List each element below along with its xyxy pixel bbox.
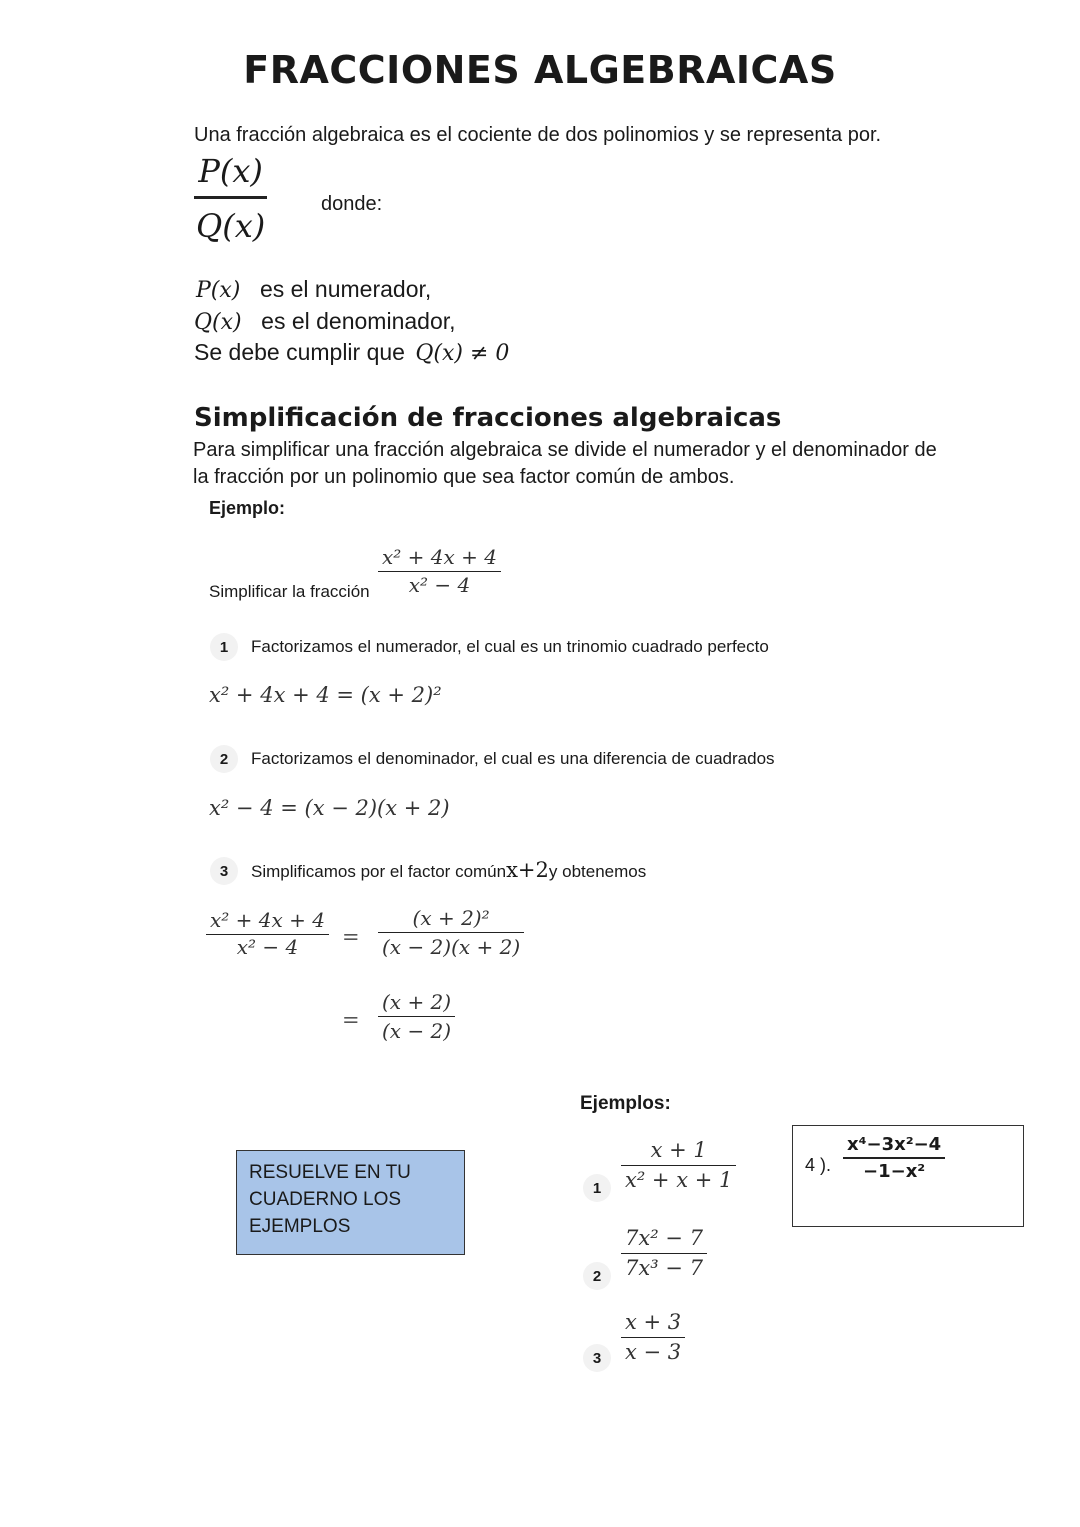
step-3-factor: x+2 xyxy=(506,858,549,882)
description-line-1: Para simplificar una fracción algebraica se divide el numerador y el denominador de xyxy=(193,439,937,461)
result-mid-numerator: (x + 2)² xyxy=(412,906,490,930)
exercises-label: Ejemplos: xyxy=(580,1093,671,1114)
exercise-2-fraction xyxy=(621,1226,707,1280)
instruction-line-2: CUADERNO LOS xyxy=(249,1189,402,1210)
exercise-2-badge: 2 xyxy=(583,1262,611,1290)
task-denominator: x² − 4 xyxy=(408,573,471,597)
step-1-result: x² + 4x + 4 = (x + 2)² xyxy=(209,683,442,707)
step-3-text xyxy=(251,858,646,882)
condition-math: Q(x) ≠ 0 xyxy=(415,341,510,366)
exercise-3-numerator: x + 3 xyxy=(625,1310,682,1334)
p-definition xyxy=(196,276,431,303)
q-text: es el denominador, xyxy=(261,308,456,334)
step-2-badge: 2 xyxy=(210,745,238,773)
task-fraction xyxy=(378,545,501,597)
result-final-denominator: (x − 2) xyxy=(382,1019,452,1043)
result-lhs-fraction xyxy=(206,908,329,959)
step-2-result: x² − 4 = (x − 2)(x + 2) xyxy=(209,796,450,820)
exercise-4-label: 4 ). xyxy=(805,1155,832,1175)
definition-text: Una fracción algebraica es el cociente de dos polinomios y se representa por. xyxy=(194,124,882,146)
equals-sign-1: = xyxy=(342,925,360,949)
description-line-2: la fracción por un polinomio que sea factor común de ambos. xyxy=(193,466,735,488)
result-mid-fraction xyxy=(378,906,524,959)
step-1-text: Factorizamos el numerador, el cual es un trinomio cuadrado perfecto xyxy=(251,637,769,656)
p-text: es el numerador, xyxy=(259,276,432,302)
step-2-text: Factorizamos el denominador, el cual es una diferencia de cuadrados xyxy=(251,749,775,768)
general-fraction xyxy=(194,152,267,245)
exercise-3-denominator: x − 3 xyxy=(625,1340,682,1364)
exercise-4-numerator: x⁴−3x²−4 xyxy=(847,1134,942,1155)
general-fraction-numerator: P(x) xyxy=(198,152,263,190)
q-symbol: Q(x) xyxy=(194,310,242,335)
condition xyxy=(194,339,509,366)
exercise-1-denominator: x² + x + 1 xyxy=(625,1168,733,1192)
q-definition xyxy=(194,308,456,335)
result-lhs-denominator: x² − 4 xyxy=(236,935,299,959)
step-1-badge: 1 xyxy=(210,633,238,661)
result-final-numerator: (x + 2) xyxy=(382,990,452,1014)
step-3-text-before: Simplificamos por el factor común xyxy=(251,862,507,881)
exercise-1-fraction xyxy=(621,1138,736,1192)
instruction-box xyxy=(236,1150,465,1255)
exercise-1-badge: 1 xyxy=(583,1174,611,1202)
exercise-3-fraction xyxy=(621,1310,685,1364)
donde-label: donde: xyxy=(321,193,383,215)
result-mid-denominator: (x − 2)(x + 2) xyxy=(382,935,521,959)
condition-text: Se debe cumplir que xyxy=(194,339,405,365)
section-heading: Simplificación de fracciones algebraicas xyxy=(194,403,782,433)
equals-sign-2: = xyxy=(342,1008,360,1032)
task-numerator: x² + 4x + 4 xyxy=(382,545,497,569)
result-final-fraction xyxy=(378,990,455,1043)
general-fraction-denominator: Q(x) xyxy=(196,207,266,245)
exercise-1-numerator: x + 1 xyxy=(650,1138,707,1162)
exercise-3-badge: 3 xyxy=(583,1344,611,1372)
instruction-line-1: RESUELVE EN TU xyxy=(249,1162,411,1183)
example-label: Ejemplo: xyxy=(209,498,286,518)
exercise-4-denominator: −1−x² xyxy=(863,1161,926,1182)
exercise-2-denominator: 7x³ − 7 xyxy=(625,1256,703,1280)
step-3-badge: 3 xyxy=(210,857,238,885)
exercise-2-numerator: 7x² − 7 xyxy=(625,1226,703,1250)
task-text: Simplificar la fracción xyxy=(209,582,370,601)
exercise-4-fraction xyxy=(843,1134,945,1182)
result-lhs-numerator: x² + 4x + 4 xyxy=(210,908,325,932)
instruction-line-3: EJEMPLOS xyxy=(249,1216,351,1237)
page-title: FRACCIONES ALGEBRAICAS xyxy=(243,48,837,92)
p-symbol: P(x) xyxy=(196,278,241,303)
step-3-text-after: y obtenemos xyxy=(548,862,647,881)
